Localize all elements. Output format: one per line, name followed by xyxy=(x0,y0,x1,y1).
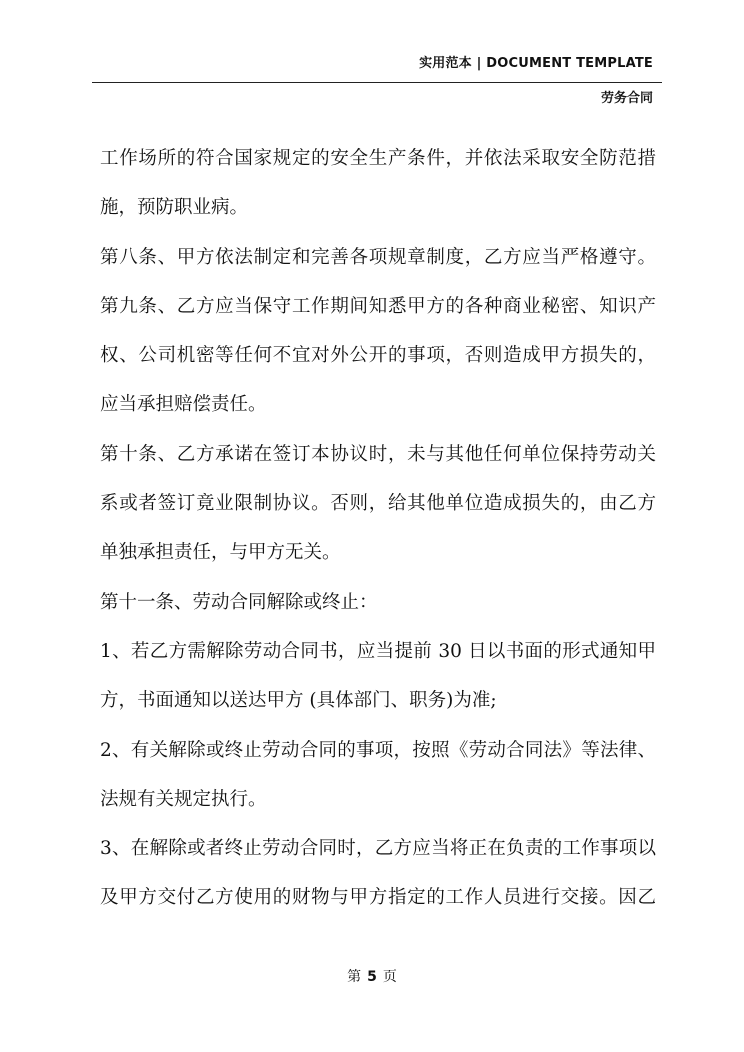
body-line: 法规有关规定执行。 xyxy=(100,788,267,810)
body-line: 应当承担赔偿责任。 xyxy=(100,394,267,416)
body-line: 1、若乙方需解除劳动合同书，应当提前 30 日以书面的形式通知甲 xyxy=(100,640,656,662)
header-brand: 实用范本 | DOCUMENT TEMPLATE xyxy=(419,56,653,71)
page-footer xyxy=(0,966,744,986)
page-number: 5 xyxy=(367,969,377,985)
contract-body xyxy=(100,141,656,930)
body-line: 第九条、乙方应当保守工作期间知悉甲方的各种商业秘密、知识产 xyxy=(100,295,656,317)
body-line: 第十条、乙方承诺在签订本协议时，未与其他任何单位保持劳动关 xyxy=(100,443,656,465)
body-line: 及甲方交付乙方使用的财物与甲方指定的工作人员进行交接。因乙 xyxy=(100,887,656,909)
body-line: 方，书面通知以送达甲方 (具体部门、职务)为准; xyxy=(100,690,497,712)
body-line: 工作场所的符合国家规定的安全生产条件，并依法采取安全防范措 xyxy=(100,148,656,169)
header-doc-type: 劳务合同 xyxy=(600,91,653,106)
body-line: 单独承担责任，与甲方无关。 xyxy=(100,542,341,564)
body-line: 权、公司机密等任何不宜对外公开的事项，否则造成甲方损失的， xyxy=(100,345,656,367)
body-line: 2、有关解除或终止劳动合同的事项，按照《劳动合同法》等法律、 xyxy=(100,739,656,761)
header-divider xyxy=(92,82,662,83)
body-line: 施，预防职业病。 xyxy=(100,197,249,219)
page-suffix: 页 xyxy=(382,969,397,985)
body-line: 系或者签订竟业限制协议。否则，给其他单位造成损失的，由乙方 xyxy=(100,493,656,515)
body-line: 3、在解除或者终止劳动合同时，乙方应当将正在负责的工作事项以 xyxy=(100,838,656,860)
body-line: 第八条、甲方依法制定和完善各项规章制度，乙方应当严格遵守。 xyxy=(100,246,656,268)
page-prefix: 第 xyxy=(347,969,362,985)
body-line: 第十一条、劳动合同解除或终止： xyxy=(100,591,378,613)
